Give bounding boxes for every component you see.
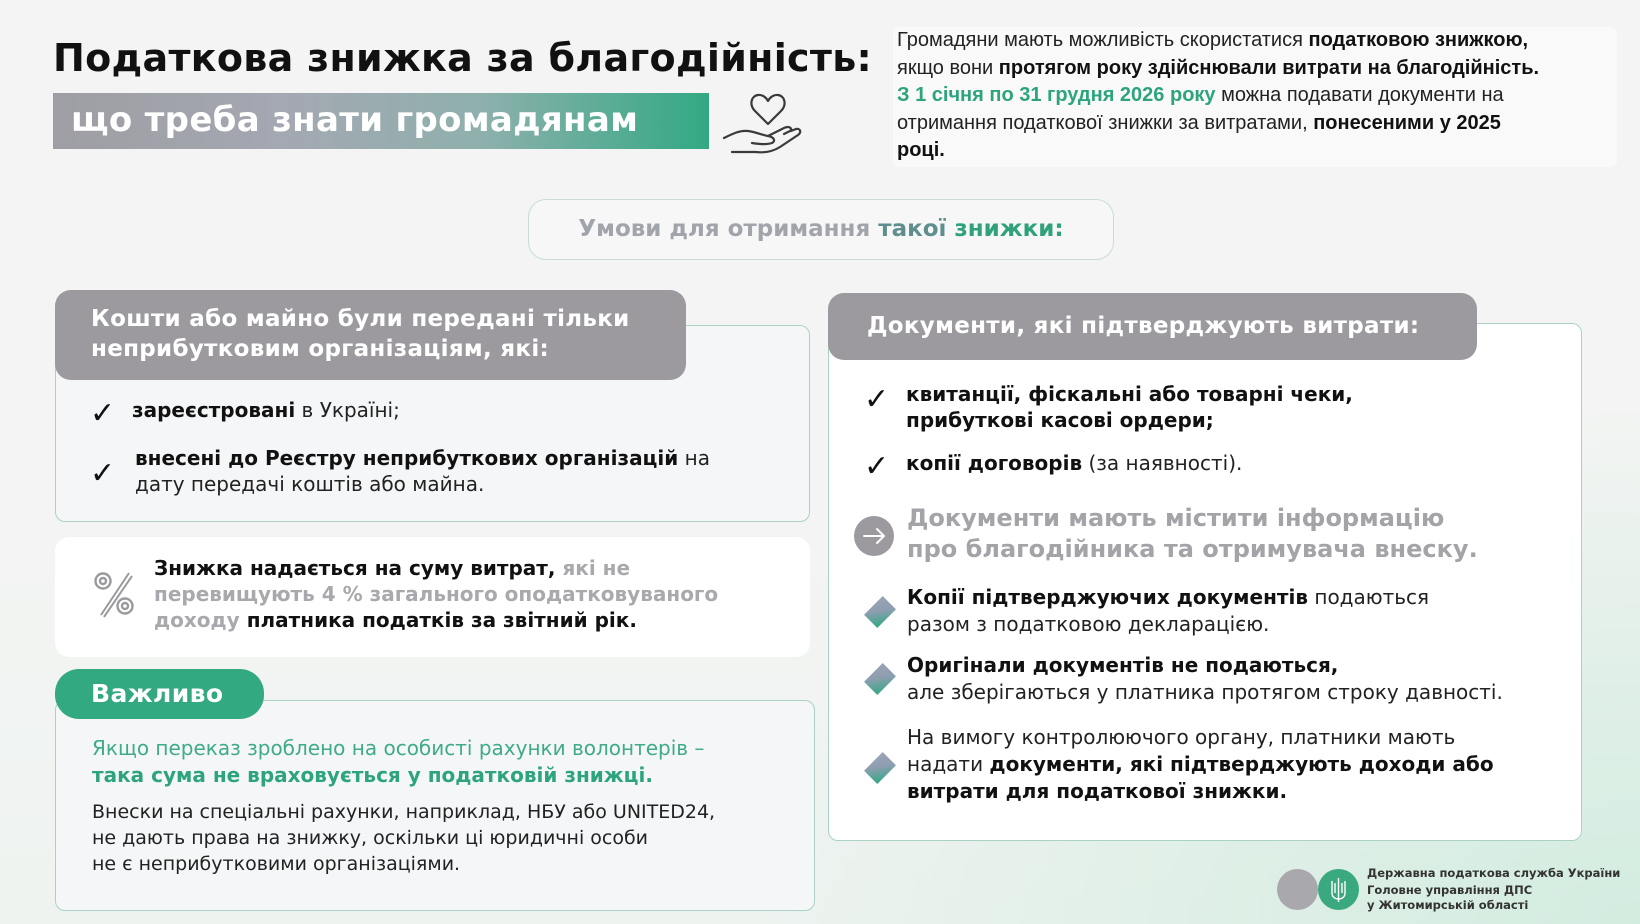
documents-info-note: Документи мають містити інформацію про благодійника та отримувача внеску. xyxy=(907,504,1478,563)
checkmark-icon: ✓ xyxy=(90,456,116,491)
conditions-heading-pill: Умови для отримання такої знижки: xyxy=(528,199,1114,260)
originals-kept-note: Оригінали документів не подаються, але зберігаються у платника протягом строку давності. xyxy=(907,653,1503,704)
intro-paragraph: Громадяни мають можливість скористатися податковою знижкою, якщо вони протягом року здійснювали витрати на благодійність. З 1 січня по 31 грудня 2026 року можна подавати документи на отримання податкової знижки за витратами, понесеними у 2025 році. xyxy=(893,27,1617,167)
percent-icon xyxy=(92,570,138,618)
logo-grey-circle xyxy=(1277,869,1318,910)
important-tab: Важливо xyxy=(55,669,264,719)
checkmark-icon: ✓ xyxy=(864,382,890,417)
documents-header: Документи, які підтверджують витрати: xyxy=(828,293,1477,360)
volunteer-accounts-note: Якщо переказ зроблено на особисті рахунки волонтерів – така сума не враховується у податковій знижці. xyxy=(92,736,705,787)
date-range-highlight: З 1 січня по 31 грудня 2026 року xyxy=(897,84,1216,106)
trident-emblem-icon xyxy=(1318,869,1359,910)
copies-submitted-note: Копії підтверджуючих документів подаються разом з податковою декларацією. xyxy=(907,585,1430,636)
special-accounts-note: Внески на спеціальні рахунки, наприклад, НБУ або UNITED24, не дають права на знижку, оскільки ці юридичні особи не є неприбутковими організаціями. xyxy=(92,801,716,875)
list-item: ✓ квитанції, фіскальні або товарні чеки, прибуткові касові ордери; xyxy=(864,382,1353,432)
checkmark-icon: ✓ xyxy=(864,449,890,484)
list-item: ✓ внесені до Реєстру неприбуткових організацій на дату передачі коштів або майна. xyxy=(90,446,710,496)
list-item: ✓ копії договорів (за наявності). xyxy=(864,449,1243,484)
page-title: Податкова знижка за благодійність: xyxy=(53,36,873,80)
arrow-right-icon xyxy=(854,516,894,556)
discount-limit-text: Знижка надається на суму витрат, які не перевищують 4 % загального оподатковуваного доходу платника податків за звітний рік. xyxy=(154,556,719,632)
list-item: ✓ зареєстровані в Україні; xyxy=(90,396,400,431)
hand-heart-icon xyxy=(722,90,814,164)
nonprofit-conditions-header: Кошти або майно були передані тільки неприбутковим організаціям, які: xyxy=(55,290,686,380)
tax-service-logo-text: Державна податкова служба України Головне управління ДПС у Житомирській області xyxy=(1367,866,1621,912)
subtitle-banner: що треба знати громадянам xyxy=(53,93,709,149)
on-demand-documents-note: На вимогу контролюючого органу, платники мають надати документи, які підтверджують доходи або витрати для податкової знижки. xyxy=(907,725,1494,803)
checkmark-icon: ✓ xyxy=(90,396,116,431)
